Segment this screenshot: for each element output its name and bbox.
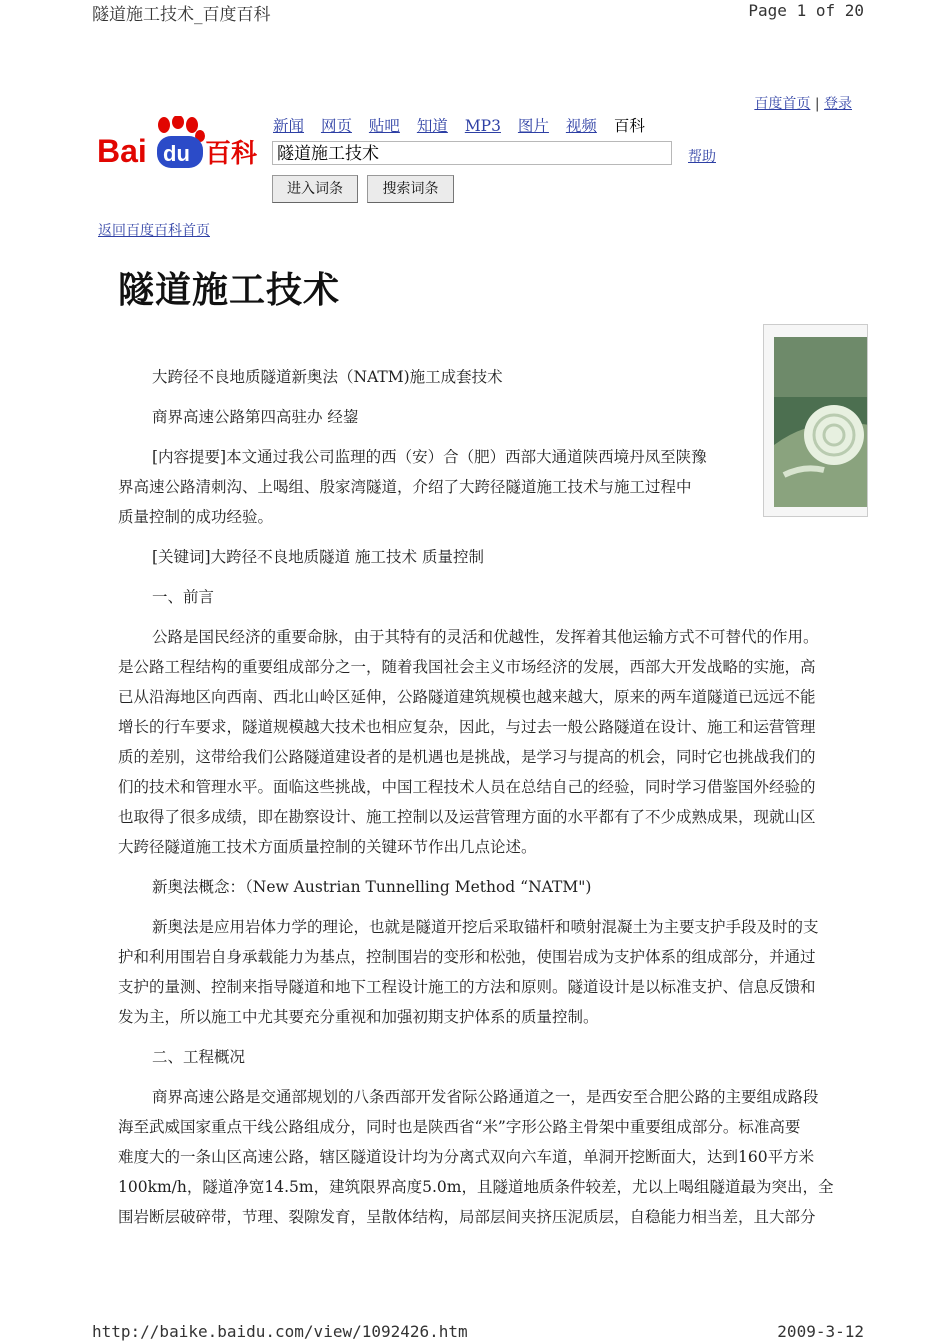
paragraph-line: 质的差别，这带给我们公路隧道建设者的是机遇也是挑战，是学习与提高的机会，同时它也挑战我们的 xyxy=(118,748,816,766)
keywords: [关键词]大跨径不良地质隧道 施工技术 质量控制 xyxy=(152,548,484,566)
top-links-separator: | xyxy=(810,96,824,112)
section-heading: 二、工程概况 xyxy=(152,1048,246,1066)
nav-item-tieba[interactable]: 贴吧 xyxy=(368,117,400,135)
abstract-line: [内容提要]本文通过我公司监理的西（安）合（肥）西部大通道陕西境丹凤至陕豫 xyxy=(152,448,707,466)
back-to-baike-home-link[interactable]: 返回百度百科首页 xyxy=(98,223,210,239)
paragraph-line: 护和利用围岩自身承载能力为基点，控制围岩的变形和松弛，使围岩成为支护体系的组成部分，并通过 xyxy=(118,948,816,966)
login-link[interactable]: 登录 xyxy=(824,96,852,112)
baidu-baike-logo[interactable] xyxy=(97,116,259,170)
product-nav xyxy=(273,114,657,136)
abstract-paragraph xyxy=(118,442,748,532)
paragraph-line: 支护的量测、控制来指导隧道和地下工程设计施工的方法和原则。隧道设计是以标准支护、信息反馈和 xyxy=(118,978,816,996)
paragraph-line: 已从沿海地区向西南、西北山岭区延伸，公路隧道建筑规模也越来越大，原来的两车道隧道已远远不能 xyxy=(118,688,816,706)
paragraph-line: 100km/h，隧道净宽14.5m，建筑限界高度5.0m，且隧道地质条件较差，尤以上喝组隧道最为突出，全 xyxy=(118,1178,834,1196)
abstract-line: 质量控制的成功经验。 xyxy=(118,508,274,526)
top-links xyxy=(754,93,852,113)
section-heading: 一、前言 xyxy=(152,588,215,606)
nav-item-baike-current: 百科 xyxy=(613,117,645,135)
paragraph-line: 难度大的一条山区高速公路，辖区隧道设计均为分离式双向六车道，单洞开挖断面大，达到160平方米 xyxy=(118,1148,815,1166)
logo-du-text: du xyxy=(163,141,190,166)
nav-item-images[interactable]: 图片 xyxy=(517,117,549,135)
nav-item-news[interactable]: 新闻 xyxy=(273,117,305,135)
search-input[interactable]: 隧道施工技术 xyxy=(272,141,672,165)
paragraph-line: 大跨径隧道施工技术方面质量控制的关键环节作出几点论述。 xyxy=(118,838,537,856)
paragraph xyxy=(118,1082,864,1232)
paragraph-line: 新奥法是应用岩体力学的理论，也就是隧道开挖后采取锚杆和喷射混凝土为主要支护手段及时的支 xyxy=(152,918,819,936)
nav-item-web[interactable]: 网页 xyxy=(320,117,352,135)
nav-item-mp3[interactable]: MP3 xyxy=(464,117,501,135)
logo-bai-text: Bai xyxy=(97,133,147,169)
paragraph xyxy=(118,912,864,1032)
search-entry-button[interactable]: 搜索词条 xyxy=(367,175,454,203)
article-body xyxy=(118,362,864,1232)
baidu-home-link[interactable]: 百度首页 xyxy=(754,96,811,112)
help-link[interactable]: 帮助 xyxy=(688,149,716,165)
nav-item-zhidao[interactable]: 知道 xyxy=(416,117,448,135)
article-author: 商界高速公路第四高驻办 经鋆 xyxy=(152,408,359,426)
print-footer-url: http://baike.baidu.com/view/1092426.htm xyxy=(92,1322,468,1341)
logo-baike-text: 百科 xyxy=(205,139,258,169)
abstract-line: 界高速公路清刺沟、上喝组、殷家湾隧道，介绍了大跨径隧道施工技术与施工过程中 xyxy=(118,478,692,496)
paragraph-line: 海至武威国家重点干线公路组成分，同时也是陕西省“米”字形公路主骨架中重要组成部分。标准高要 xyxy=(118,1118,801,1136)
print-footer-date: 2009-3-12 xyxy=(777,1322,864,1341)
article-subtitle: 大跨径不良地质隧道新奥法（NATM)施工成套技术 xyxy=(152,368,503,386)
nav-item-video[interactable]: 视频 xyxy=(565,117,597,135)
enter-entry-button[interactable]: 进入词条 xyxy=(272,175,358,203)
paragraph-line: 增长的行车要求，隧道规模越大技术也相应复杂，因此，与过去一般公路隧道在设计、施工和运营管理 xyxy=(118,718,816,736)
paragraph-line: 围岩断层破碎带，节理、裂隙发育，呈散体结构，局部层间夹挤压泥质层，自稳能力相当差，且大部分 xyxy=(118,1208,816,1226)
print-page-number: Page 1 of 20 xyxy=(748,1,864,20)
natm-concept: 新奥法概念：（New Austrian Tunnelling Method “NATM") xyxy=(152,878,592,896)
paragraph-line: 公路是国民经济的重要命脉，由于其特有的灵活和优越性，发挥着其他运输方式不可替代的作用。 xyxy=(152,628,819,646)
paragraph xyxy=(118,622,864,862)
paragraph-line: 发为主，所以施工中尤其要充分重视和加强初期支护体系的质量控制。 xyxy=(118,1008,599,1026)
print-header-title: 隧道施工技术_百度百科 xyxy=(92,5,271,25)
paragraph-line: 们的技术和管理水平。面临这些挑战，中国工程技术人员在总结自己的经验，同时学习借鉴国外经验的 xyxy=(118,778,816,796)
paragraph-line: 商界高速公路是交通部规划的八条西部开发省际公路通道之一，是西安至合肥公路的主要组成路段 xyxy=(152,1088,819,1106)
paragraph-line: 是公路工程结构的重要组成部分之一，随着我国社会主义市场经济的发展，西部大开发战略的实施，高 xyxy=(118,658,816,676)
page-title: 隧道施工技术 xyxy=(118,270,341,311)
paragraph-line: 也取得了很多成绩，即在勘察设计、施工控制以及运营管理方面的水平都有了不少成熟成果，现就山区 xyxy=(118,808,816,826)
